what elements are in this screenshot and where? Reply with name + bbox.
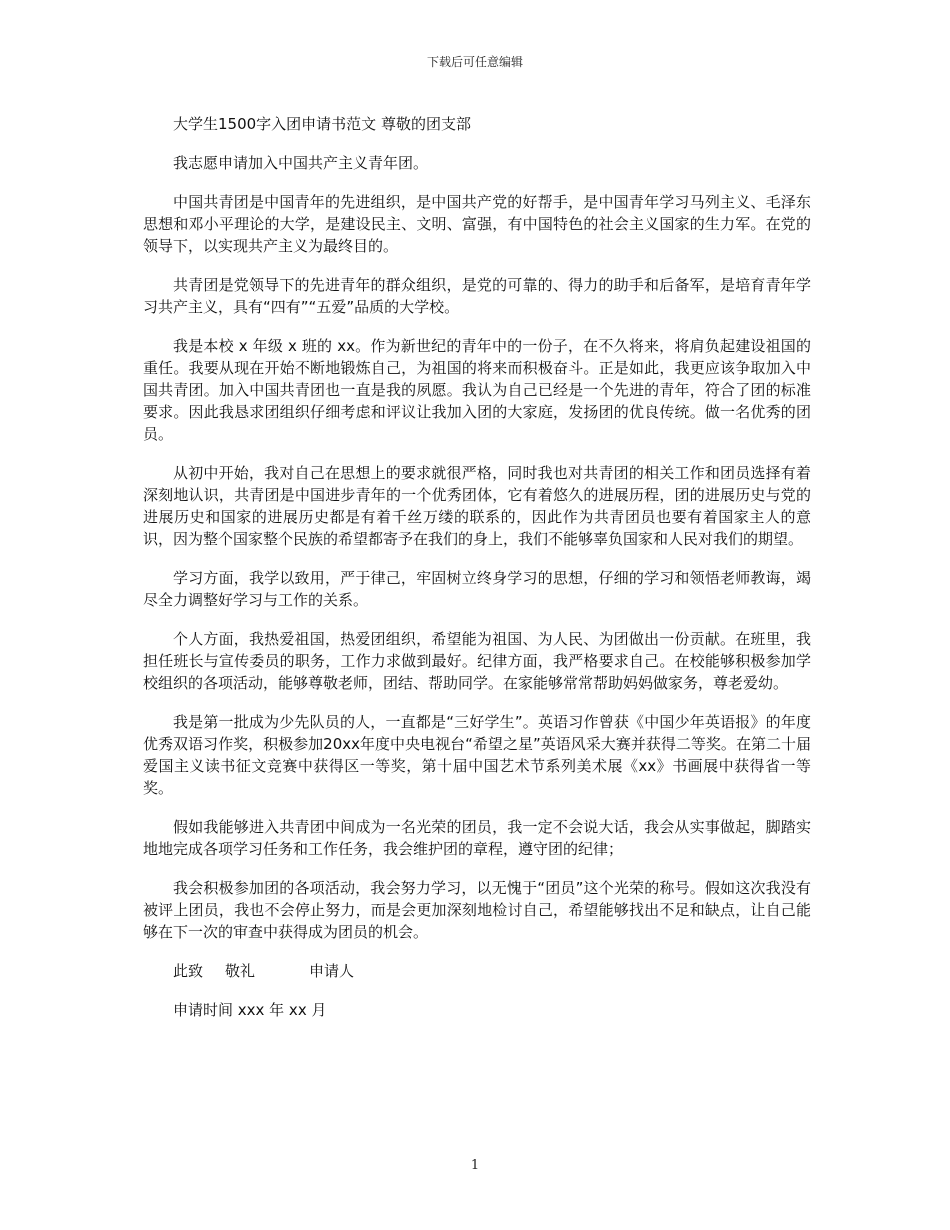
paragraph-4: 我是本校 x 年级 x 班的 xx。作为新世纪的青年中的一份子，在不久将来，将肩负起建设祖国的重任。我要从现在开始不断地锻炼自己，为祖国的将来而积极奋斗。正是如此，我更应该争取加入中国共青团。加入中国共青团也一直是我的夙愿。我认为自己已经是一个先进的青年，符合了团的标准要求。因此我恳求团组织仔细考虑和评议让我加入团的大家庭，发扬团的优良传统。做一名优秀的团员。 xyxy=(143,337,811,443)
paragraph-5: 从初中开始，我对自己在思想上的要求就很严格，同时我也对共青团的相关工作和团员选择有着深刻地认识，共青团是中国进步青年的一个优秀团体，它有着悠久的进展历程，团的进展历史与党的进展历史和国家的进展历史都是有着千丝万缕的联系的，因此作为共青团员也要有着国家主人的意识，因为整个国家整个民族的希望都寄予在我们的身上，我们不能够辜负国家和人民对我们的期望。 xyxy=(143,464,811,548)
closing-line xyxy=(143,960,811,982)
title-line: 大学生1500字入团申请书范文 尊敬的团支部 xyxy=(173,115,471,133)
page-number: 1 xyxy=(470,1158,480,1173)
paragraph-10: 我会积极参加团的各项活动，我会努力学习，以无愧于“团员”这个光荣的称号。假如这次我没有被评上团员，我也不会停止努力，而是会更加深刻地检讨自己，希望能够找出不足和缺点，让自己能够在下一次的审查中获得成为团员的机会。 xyxy=(143,879,811,941)
date-line: 申请时间 xxx 年 xx 月 xyxy=(173,1001,327,1019)
document-body xyxy=(143,113,811,1038)
paragraph-2: 中国共青团是中国青年的先进组织，是中国共产党的好帮手，是中国青年学习马列主义、毛泽东思想和邓小平理论的大学，是建设民主、文明、富强，有中国特色的社会主义国家的生力军。在党的领导下，以实现共产主义为最终目的。 xyxy=(143,193,811,255)
closing-applicant: 申请人 xyxy=(309,962,355,980)
paragraph-8: 我是第一批成为少先队员的人，一直都是“三好学生”。英语习作曾获《中国少年英语报》的年度优秀双语习作奖，积极参加20xx年度中央电视台“希望之星”英语风采大赛并获得二等奖。在第二十届爱国主义读书征文竞赛中获得区一等奖，第十届中国艺术节系列美术展《xx》书画展中获得省一等奖。 xyxy=(143,713,811,797)
paragraph-1: 我志愿申请加入中国共产主义青年团。 xyxy=(173,154,429,172)
closing-salute: 敬礼 xyxy=(225,962,256,980)
paragraph-7: 个人方面，我热爱祖国，热爱团组织，希望能为祖国、为人民、为团做出一份贡献。在班里，我担任班长与宣传委员的职务，工作力求做到最好。纪律方面，我严格要求自己。在校能够积极参加学校组织的各项活动，能够尊敬老师，团结、帮助同学。在家能够常常帮助妈妈做家务，尊老爱幼。 xyxy=(143,630,811,692)
paragraph-9: 假如我能够进入共青团中间成为一名光荣的团员，我一定不会说大话，我会从实事做起，脚踏实地地完成各项学习任务和工作任务，我会维护团的章程，遵守团的纪律； xyxy=(143,818,811,858)
closing-greeting: 此致 xyxy=(173,962,204,980)
paragraph-3: 共青团是党领导下的先进青年的群众组织，是党的可靠的、得力的助手和后备军，是培育青年学习共产主义，具有“四有”“五爱”品质的大学校。 xyxy=(143,276,811,316)
page-header-note: 下载后可任意编辑 xyxy=(426,55,523,69)
paragraph-6: 学习方面，我学以致用，严于律己，牢固树立终身学习的思想，仔细的学习和领悟老师教诲，竭尽全力调整好学习与工作的关系。 xyxy=(143,569,811,609)
